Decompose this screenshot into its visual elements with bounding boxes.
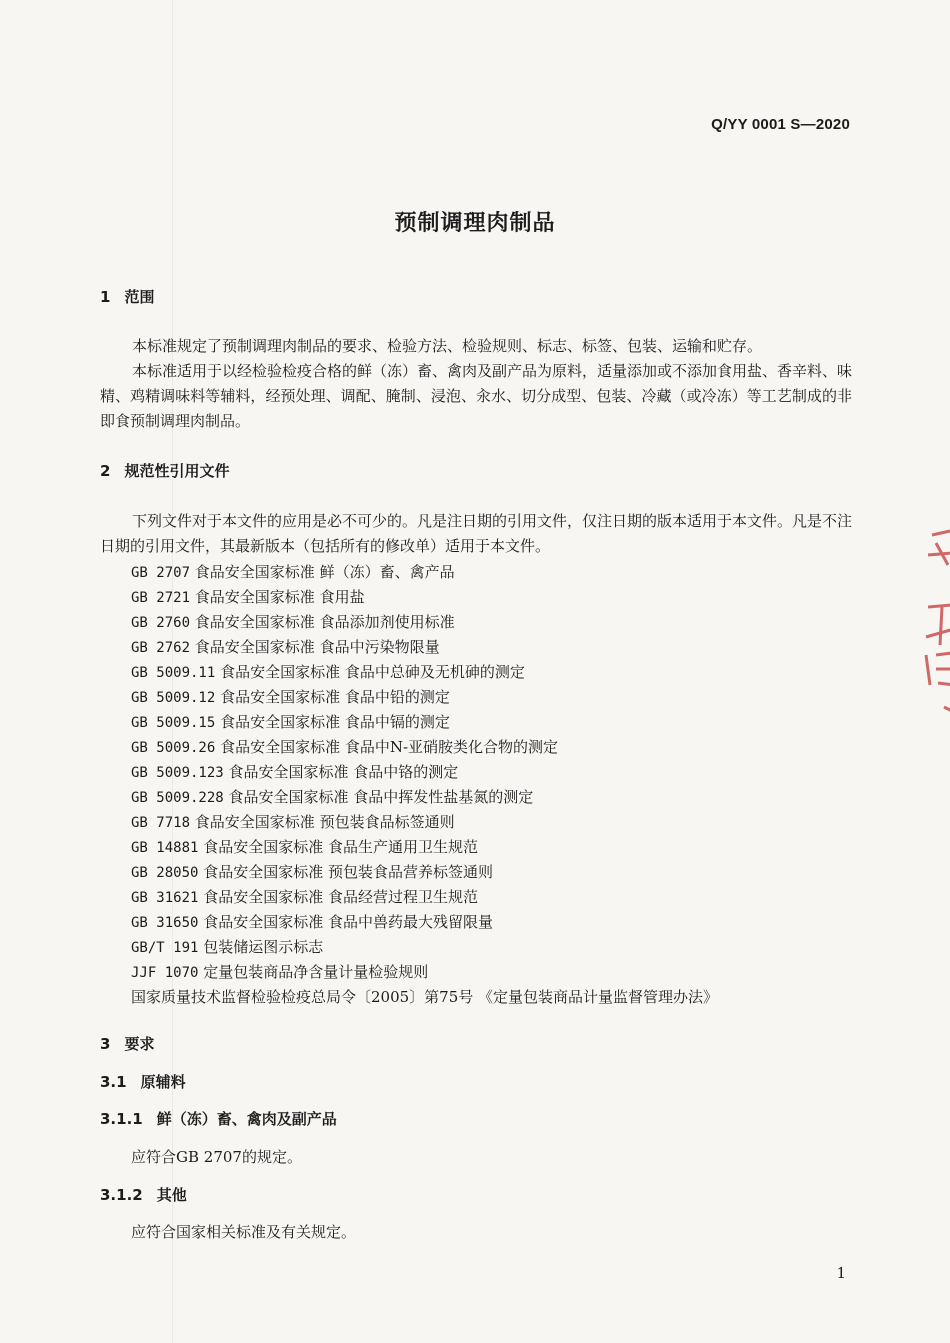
reference-item: GB 5009.12 食品安全国家标准 食品中铅的测定	[131, 688, 450, 706]
reference-list	[131, 560, 718, 1010]
reference-item: GB 14881 食品安全国家标准 食品生产通用卫生规范	[131, 838, 478, 856]
reference-item: GB 5009.15 食品安全国家标准 食品中镉的测定	[131, 713, 450, 731]
section-title: 规范性引用文件	[124, 462, 230, 480]
section-number: 2	[100, 462, 111, 480]
document-code: Q/YY 0001 S—2020	[711, 116, 850, 133]
reference-item: GB 5009.26 食品安全国家标准 食品中N-亚硝胺类化合物的测定	[131, 738, 559, 756]
section-title: 范围	[124, 288, 155, 306]
subsection-3-1-1-heading	[100, 1108, 337, 1129]
subsection-3-1-2-heading	[100, 1184, 187, 1205]
subsection-title: 鲜（冻）畜、禽肉及副产品	[156, 1110, 337, 1128]
reference-item: GB 7718 食品安全国家标准 预包装食品标签通则	[131, 813, 455, 831]
subsection-title: 原辅料	[140, 1073, 186, 1091]
subsection-3-1-1-text: 应符合GB 2707的规定。	[131, 1148, 302, 1166]
red-seal-stamp	[918, 525, 950, 725]
section-number: 1	[100, 288, 111, 306]
section-title: 要求	[124, 1035, 155, 1053]
reference-item: GB 2721 食品安全国家标准 食用盐	[131, 588, 365, 606]
reference-item: GB 31621 食品安全国家标准 食品经营过程卫生规范	[131, 888, 478, 906]
seal-fragment-icon	[918, 525, 950, 725]
reference-item: GB 5009.228 食品安全国家标准 食品中挥发性盐基氮的测定	[131, 788, 534, 806]
subsection-number: 3.1	[100, 1073, 127, 1091]
references-intro: 下列文件对于本文件的应用是必不可少的。凡是注日期的引用文件，仅注日期的版本适用于本文件。凡是不注日期的引用文件，其最新版本（包括所有的修改单）适用于本文件。	[100, 512, 853, 555]
reference-item: GB 2707 食品安全国家标准 鲜（冻）畜、禽产品	[131, 563, 455, 581]
subsection-number: 3.1.1	[100, 1110, 143, 1128]
reference-item: GB 5009.11 食品安全国家标准 食品中总砷及无机砷的测定	[131, 663, 525, 681]
section-1-heading	[100, 286, 154, 307]
reference-item: GB 2760 食品安全国家标准 食品添加剂使用标准	[131, 613, 455, 631]
subsection-title: 其他	[156, 1186, 187, 1204]
reference-item: GB 5009.123 食品安全国家标准 食品中铬的测定	[131, 763, 459, 781]
subsection-3-1-2-text: 应符合国家相关标准及有关规定。	[131, 1223, 357, 1241]
reference-item: JJF 1070 定量包装商品净含量计量检验规则	[131, 963, 429, 981]
page-number: 1	[836, 1264, 846, 1282]
scope-paragraph-1: 本标准规定了预制调理肉制品的要求、检验方法、检验规则、标志、标签、包装、运输和贮存。	[132, 337, 763, 355]
reference-item: GB 31650 食品安全国家标准 食品中兽药最大残留限量	[131, 913, 493, 931]
reference-item: GB/T 191 包装储运图示标志	[131, 938, 324, 956]
section-2-heading	[100, 460, 229, 481]
reference-item: GB 28050 食品安全国家标准 预包装食品营养标签通则	[131, 863, 493, 881]
section-3-heading	[100, 1033, 154, 1054]
reference-item: 国家质量技术监督检验检疫总局令〔2005〕第75号 《定量包装商品计量监督管理办法》	[131, 988, 719, 1006]
document-title: 预制调理肉制品	[394, 211, 556, 236]
scope-paragraph-2: 本标准适用于以经检验检疫合格的鲜（冻）畜、禽肉及副产品为原料，适量添加或不添加食用盐、香辛料、味精、鸡精调味料等辅料，经预处理、调配、腌制、浸泡、汆水、切分成型、包装、冷藏（或冷冻）等工艺制成的非即食预制调理肉制品。	[100, 362, 853, 430]
subsection-number: 3.1.2	[100, 1186, 143, 1204]
subsection-3-1-heading	[100, 1071, 186, 1092]
section-number: 3	[100, 1035, 111, 1053]
reference-item: GB 2762 食品安全国家标准 食品中污染物限量	[131, 638, 440, 656]
